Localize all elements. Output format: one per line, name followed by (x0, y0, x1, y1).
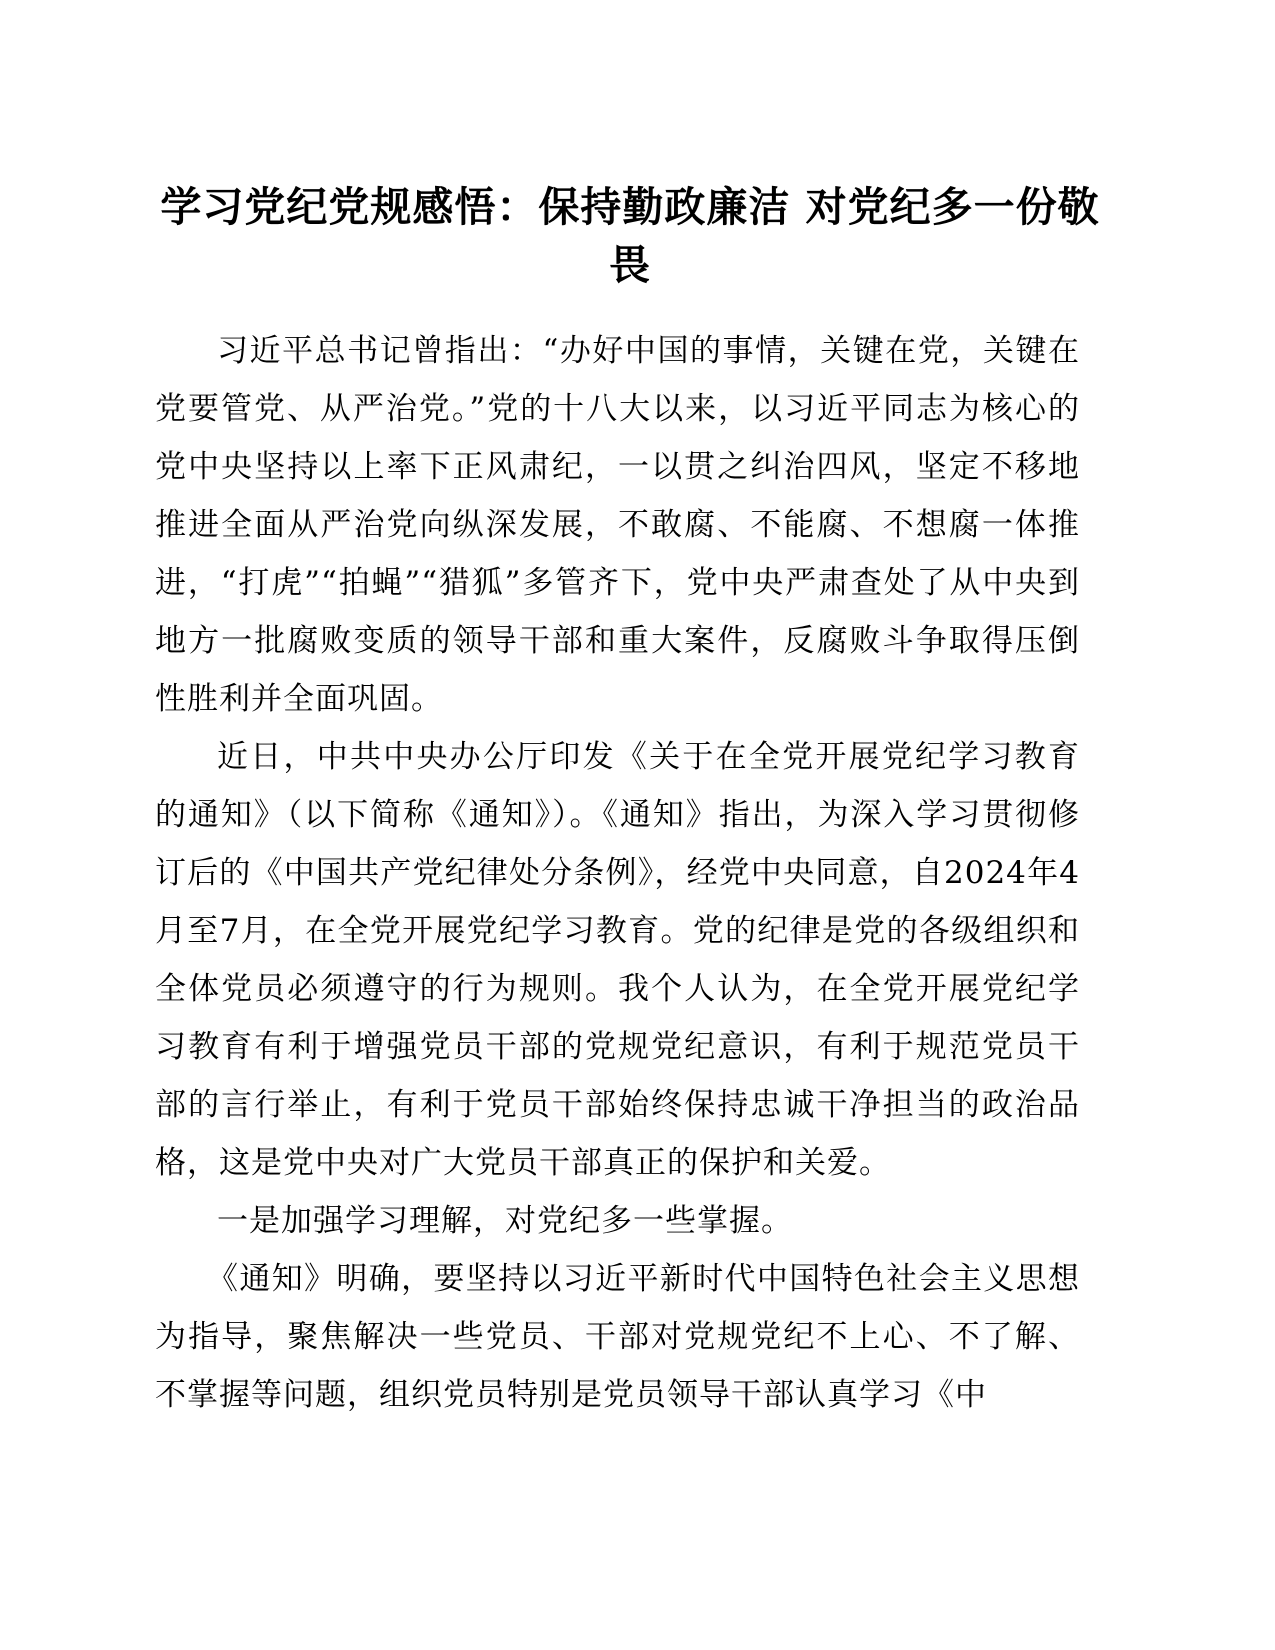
document-title: 学习党纪党规感悟：保持勤政廉洁 对党纪多一份敬畏 (160, 183, 1100, 289)
paragraph-2: 近日，中共中央办公厅印发《关于在全党开展党纪学习教育的通知》（以下简称《通知》）。《通知》指出，为深入学习贯彻修订后的《中国共产党纪律处分条例》，经党中央同意，自2024年4月至7月，在全党开展党纪学习教育。党的纪律是党的各级组织和全体党员必须遵守的行为规则。我个人认为，在全党开展党纪学习教育有利于增强党员干部的党规党纪意识，有利于规范党员干部的言行举止，有利于党员干部始终保持忠诚干净担当的政治品格，这是党中央对广大党员干部真正的保护和关爱。 (155, 739, 1080, 1181)
paragraph-1: 习近平总书记曾指出：“办好中国的事情，关键在党，关键在党要管党、从严治党。”党的十八大以来，以习近平同志为核心的党中央坚持以上率下正风肃纪，一以贯之纠治四风，坚定不移地推进全面从严治党向纵深发展，不敢腐、不能腐、不想腐一体推进，“打虎”“拍蝇”“猎狐”多管齐下，党中央严肃查处了从中央到地方一批腐败变质的领导干部和重大案件，反腐败斗争取得压倒性胜利并全面巩固。 (155, 333, 1080, 717)
document-body (155, 322, 1080, 1424)
paragraph-4: 《通知》明确，要坚持以习近平新时代中国特色社会主义思想为指导，聚焦解决一些党员、干部对党规党纪不上心、不了解、不掌握等问题，组织党员特别是党员领导干部认真学习《中 (155, 1261, 1080, 1413)
paragraph-3-heading: 一是加强学习理解，对党纪多一些掌握。 (217, 1203, 793, 1239)
